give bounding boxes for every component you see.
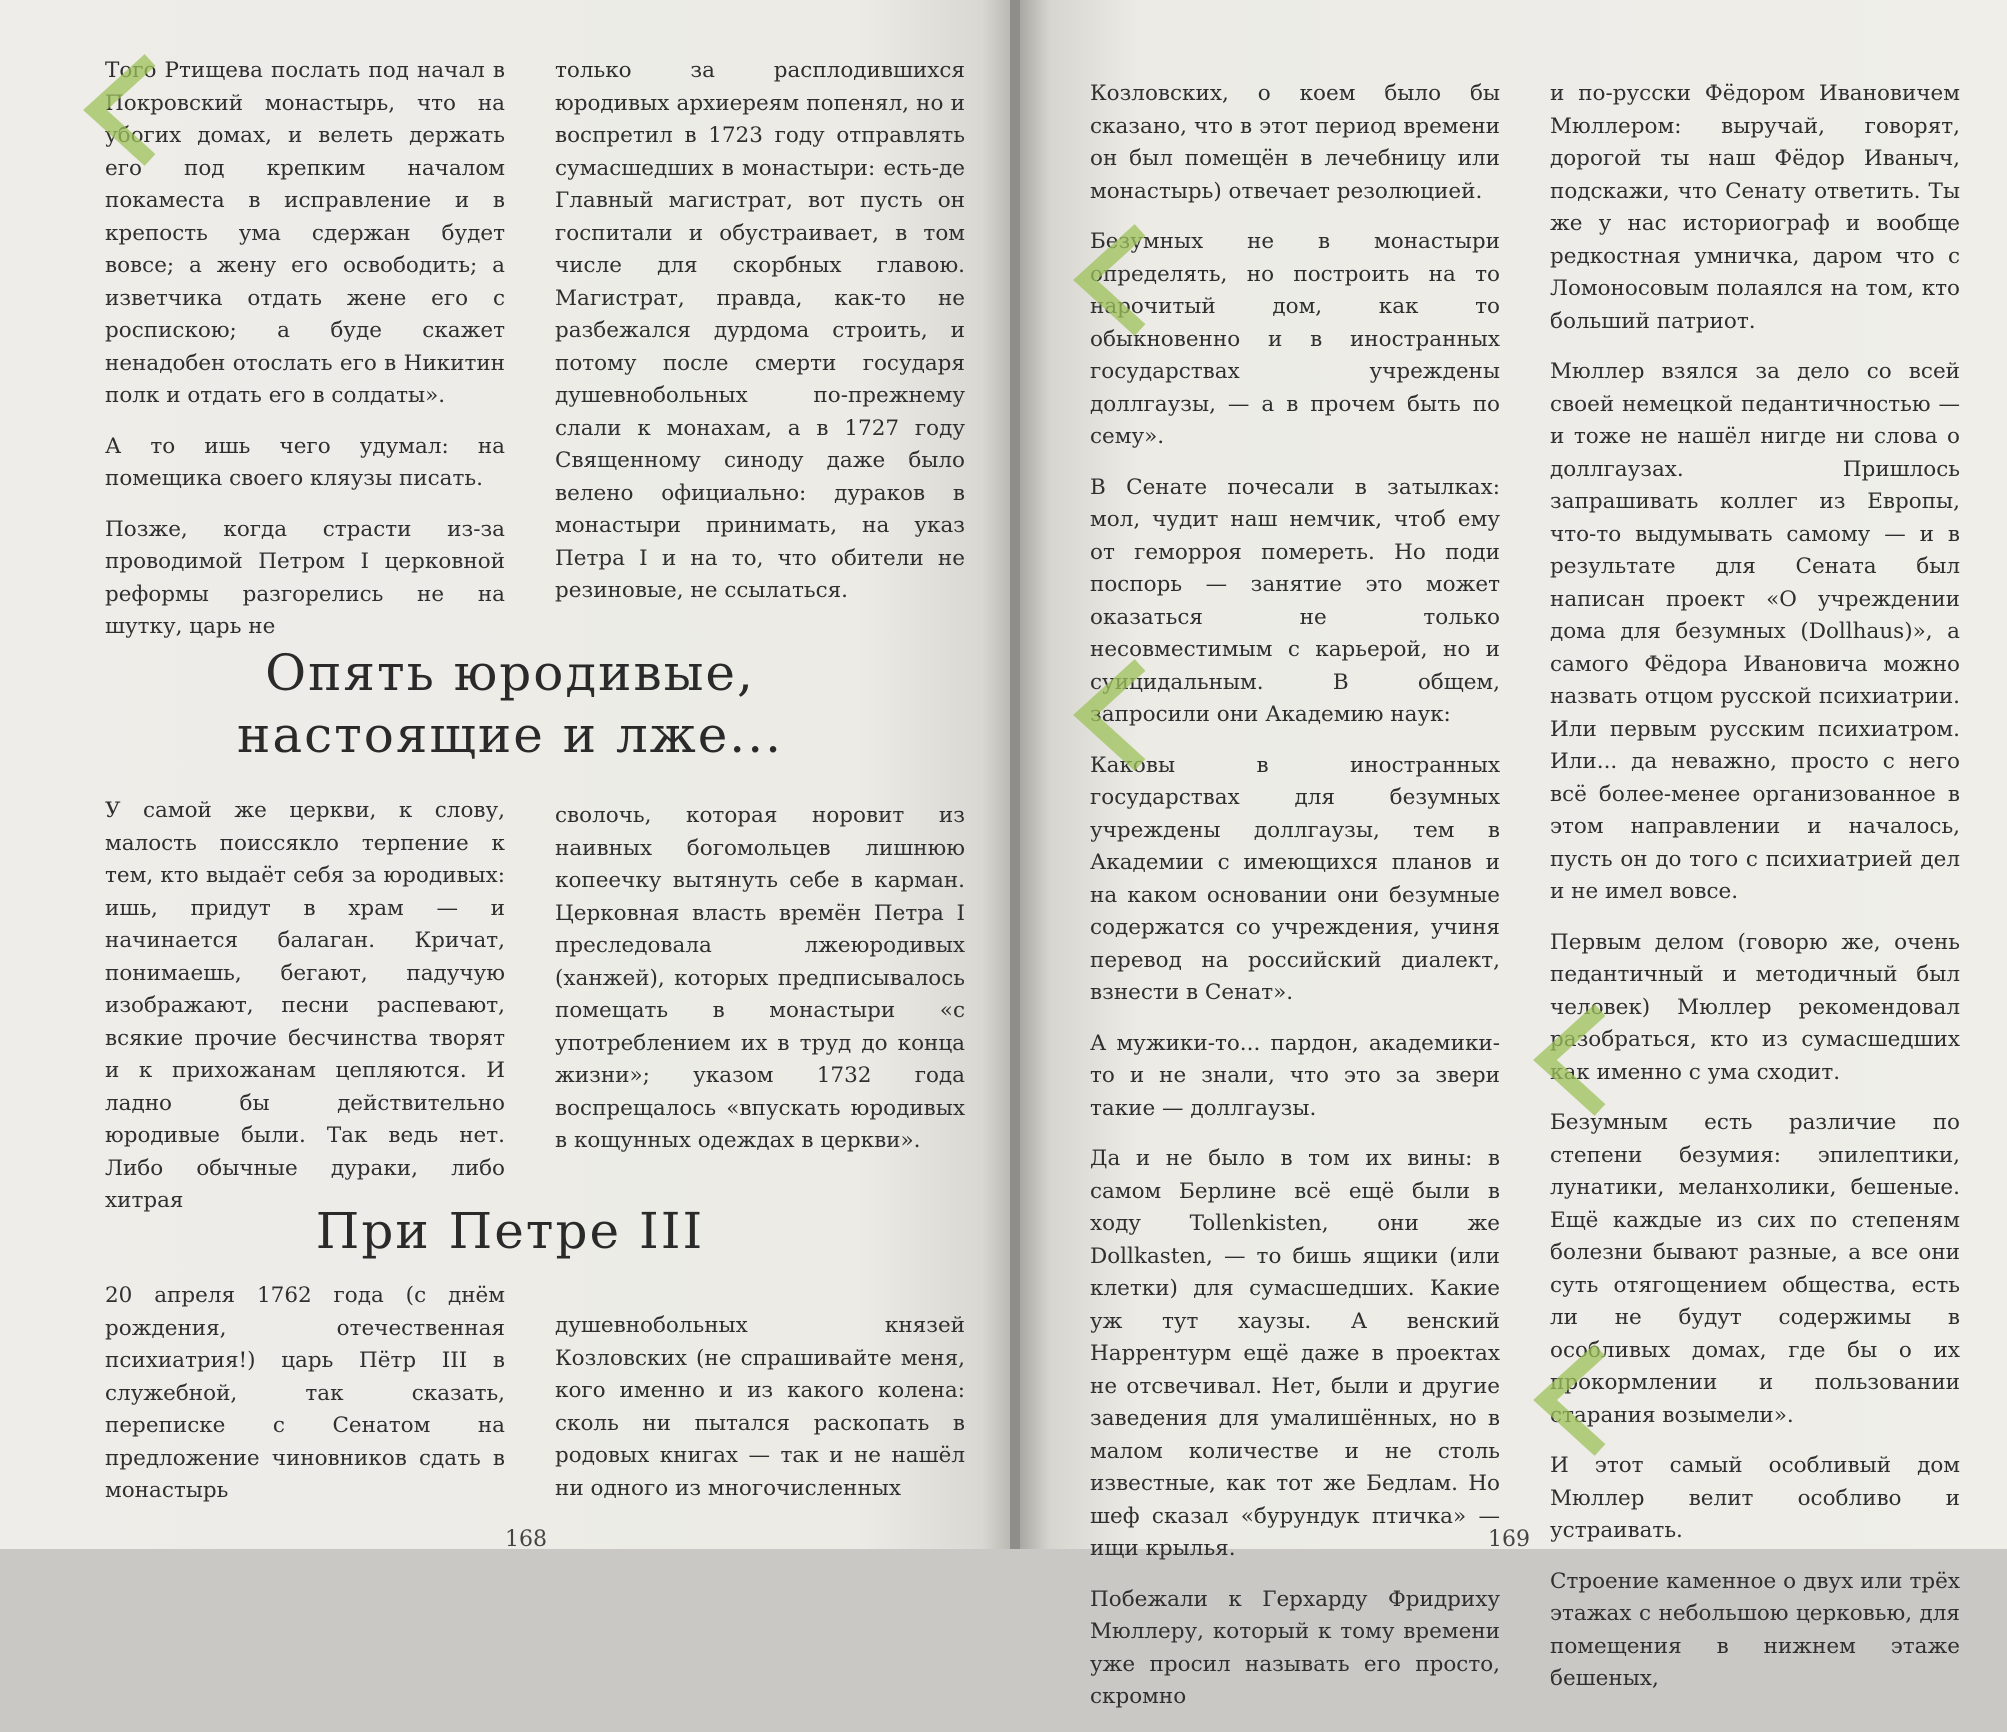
page-number: 169	[1488, 1527, 1530, 1552]
left-col2-bottom	[555, 1310, 965, 1523]
paragraph: сволочь, которая норовит из наивных богомольцев лишнюю копеечку вытянуть себе в карман. Церковная власть времён Петра I преследовала лжеюродивых (ханжей), которых предписывалось помещать в монастыри «с употреблением их в труд до конца жизни»; указом 1732 года воспрещалось «впускать юродивых в кощунных одеждах в церкви».	[555, 803, 965, 1153]
quote-paragraph: Безумных не в монастыри определять, но построить на то нарочитый дом, как то обыкновенно и в иностранных государствах учреждены доллгаузы, — а в прочем быть по сему».	[1090, 229, 1500, 449]
left-page	[0, 0, 1012, 1552]
section-heading-petr-iii: При Петре III	[315, 1202, 705, 1260]
quote-paragraph: Каковы в иностранных государствах для безумных учреждены доллгаузы, тем в Академии с имеющихся планов и на каком основании они безумные содержатся со учреждения, учиня перевод на российский диалект, взнести в Сенат».	[1090, 752, 1500, 1005]
heading-line: Опять юродивые,	[265, 644, 755, 702]
section-heading-yurodivye	[150, 642, 870, 766]
paragraph: Того Ртищева послать под начал в Покровский монастырь, что на убогих домах, и велеть держать его под крепким началом покаместа в исправление и в крепость ума сдержан будет вовсе; а жену его освободить; а изветчика отдать жене его с роспискою; а буде скажет ненадобен отослать его в Никитин полк и отдать его в солдаты».	[105, 58, 505, 408]
paragraph: душевнобольных князей Козловских (не спрашивайте меня, кого именно и из какого колена: сколь ни пытался раскопать в родовых книгах — так и не нашёл ни одного из многочисленных	[555, 1313, 965, 1501]
left-col2-mid	[555, 800, 965, 1176]
left-col2-top	[555, 55, 965, 626]
paragraph: Да и не было в том их вины: в самом Берлине всё ещё были в ходу Tollenkisten, они же Dollkasten, — то бишь ящики (или клетки) для сумасшедших. Какие уж тут хаузы. А венский Наррентурм ещё даже в проектах не отсвечивал. Нет, были и другие заведения для умалишённых, но в малом количестве и не столь известные, как тот же Бедлам. Но шеф сказал «бурундук птичка» — ищи крылья.	[1090, 1146, 1500, 1561]
heading-line: настоящие и лже...	[237, 706, 783, 764]
left-col1-mid	[105, 795, 505, 1236]
paragraph: Козловских, о коем было бы сказано, что в этот период времени он был помещён в лечебницу или монастырь) отвечает резолюцией.	[1090, 81, 1500, 204]
quote-paragraph: Безумным есть различие по степени безумия: эпилептики, лунатики, меланхолики, бешеные. Ещё каждые из сих по степеням болезни бывают разные, а все они суть отягощением общества, есть ли не будут содержимы в особливых домах, где бы о их прокормлении и пользовании старания возымели».	[1550, 1110, 1960, 1428]
paragraph: только за расплодившихся юродивых архиереям попенял, но и воспретил в 1723 году отправлять сумасшедших в монастыри: есть-де Главный магистрат, вот пусть он госпитали и обустраивает, в том числе для скорбных главою. Магистрат, правда, как-то не разбежался дурдома строить, и потому после смерти государя душевнобольных по-прежнему слали к монахам, а в 1727 году Священному синоду даже было велено официально: дураков в монастыри принимать, на указ Петра I и на то, что обители не резиновые, не ссылаться.	[555, 58, 965, 603]
paragraph: У самой же церкви, к слову, малость поиссякло терпение к тем, кто выдаёт себя за юродивых: ишь, придут в храм — и начинается балаган. Кричат, понимаешь, бегают, падучую изображают, песни распевают, всякие прочие бесчинства творят и к прихожанам цепляются. И ладно бы действительно юродивые были. Так ведь нет. Либо обычные дураки, либо хитрая	[105, 798, 505, 1213]
left-col1-bottom	[105, 1280, 505, 1526]
paragraph: 20 апреля 1762 года (с днём рождения, отечественная психиатрия!) царь Пётр III в служебной, так сказать, переписке с Сенатом на предложение чиновников сдать в монастырь	[105, 1283, 505, 1503]
paragraph: А мужики-то... пардон, академики-то и не знали, что это за звери такие — доллгаузы.	[1090, 1030, 1500, 1121]
paragraph: Мюллер взялся за дело со всей своей немецкой педантичностью — и тоже не нашёл нигде ни слова о доллгаузах. Пришлось запрашивать коллег из Европы, что-то выдумывать самому — и в результате для Сената был написан проект «О учреждении дома для безумных (Dollhaus)», а самого Фёдора Ивановича можно назвать отцом русской психиатрии. Или первым русским психиатром. Или... да неважно, просто с него всё более-менее организованное в этом направлении и началось, пусть он до того с психиатрией дел и не имел вовсе.	[1550, 359, 1960, 904]
page-number: 168	[505, 1527, 547, 1552]
paragraph: и по-русски Фёдором Ивановичем Мюллером: выручай, говорят, дорогой ты наш Фёдор Иваныч, подскажи, что Сенату ответить. Ты же у нас историограф и вообще редкостная умничка, даром что с Ломоносовым полаялся на том, кто больший патриот.	[1550, 81, 1960, 334]
right-col1	[1090, 78, 1500, 1732]
right-page	[1020, 0, 2007, 1709]
left-col1-top	[105, 55, 505, 662]
right-col2	[1550, 78, 1960, 1714]
paragraph: А то ишь чего удумал: на помещика своего кляузы писать.	[105, 433, 505, 491]
paragraph: Побежали к Герхарду Фридриху Мюллеру, который к тому времени уже просил называть его просто, скромно	[1090, 1586, 1500, 1709]
paragraph: И этот самый особливый дом Мюллер велит особливо и устраивать.	[1550, 1453, 1960, 1543]
paragraph: Первым делом (говорю же, очень педантичный и методичный был человек) Мюллер рекомендовал разобраться, кто из сумасшедших как именно с ума сходит.	[1550, 929, 1960, 1085]
paragraph: Позже, когда страсти из-за проводимой Петром I церковной реформы разгорелись не на шутку, царь не	[105, 516, 505, 639]
quote-paragraph: Строение каменное о двух или трёх этажах с небольшою церковью, для помещения в нижнем этаже бешеных,	[1550, 1568, 1960, 1691]
paragraph: В Сенате почесали в затылках: мол, чудит наш немчик, чтоб ему от геморроя помереть. Но поди поспорь — занятие это может оказаться не только несовместимым с карьерой, но и суицидальным. В общем, запросили они Академию наук:	[1090, 474, 1500, 727]
